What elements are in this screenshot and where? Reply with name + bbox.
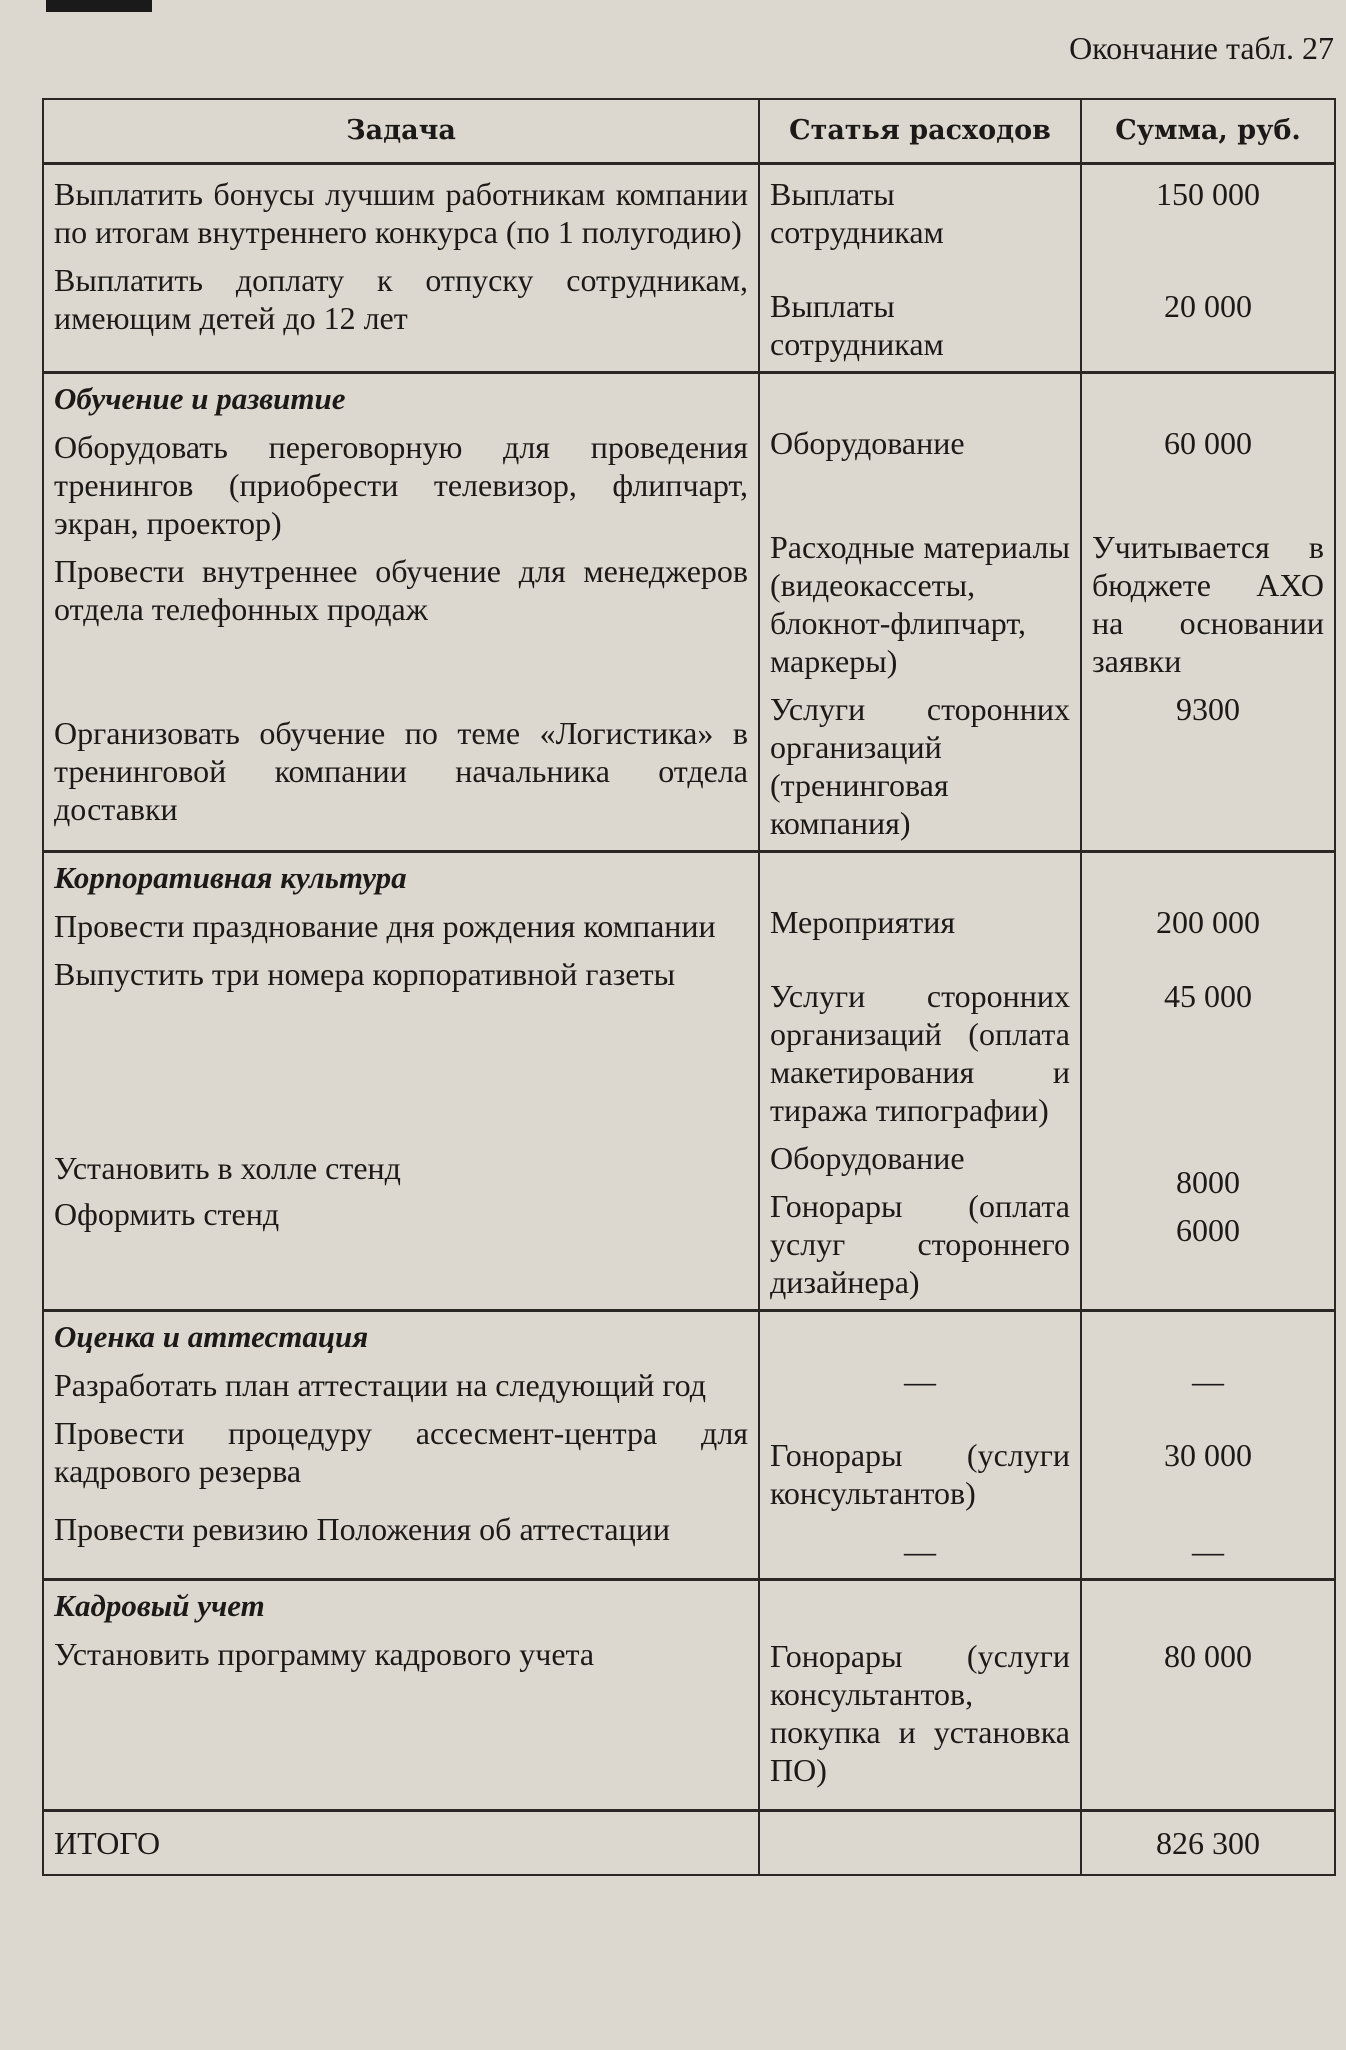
item-cell <box>759 373 1081 852</box>
amount-text: 20 000 <box>1164 288 1252 324</box>
amount-cell <box>1081 1580 1335 1811</box>
task-text: Провести процедуру ассесмент-центра для кадрового резерва <box>54 1415 748 1489</box>
item-text: Гонорары (услуги консультантов) <box>770 1437 1070 1511</box>
header-row <box>43 99 1335 164</box>
amount-note: Учитывается в бюджете АХО на основании заявки <box>1092 529 1324 679</box>
total-amount: 826 300 <box>1081 1811 1335 1876</box>
header-task: Задача <box>43 99 759 164</box>
amount-text: 8000 <box>1176 1164 1240 1200</box>
item-text: Услуги сторонних организаций (оплата макетирования и тиража типографии) <box>770 978 1070 1128</box>
item-text: Гонорары (оплата услуг стороннего дизайнера) <box>770 1188 1070 1300</box>
item-cell <box>759 1580 1081 1811</box>
section-training <box>43 373 1335 852</box>
section-top <box>43 164 1335 373</box>
task-cell <box>43 1580 759 1811</box>
header-item: Статья расходов <box>759 99 1081 164</box>
task-text: Организовать обучение по теме «Логистика» в тренинговой компании начальника отдела доставки <box>54 715 748 827</box>
task-text: Выплатить доплату к отпуску сотрудникам, имеющим детей до 12 лет <box>54 262 748 336</box>
section-culture <box>43 852 1335 1311</box>
item-cell <box>759 1311 1081 1580</box>
amount-text: 9300 <box>1176 691 1240 727</box>
item-text: Оборудование <box>770 1140 965 1176</box>
task-text: Установить в холле стенд <box>54 1150 401 1186</box>
item-text: Выплаты сотрудникам <box>770 288 944 362</box>
item-text: Расходные материалы (видеокассеты, блокнот-флипчарт, маркеры) <box>770 529 1070 679</box>
amount-text: 150 000 <box>1156 176 1260 212</box>
task-text: Провести ревизию Положения об аттестации <box>54 1511 670 1547</box>
amount-cell <box>1081 373 1335 852</box>
amount-cell <box>1081 164 1335 373</box>
task-text: Выпустить три номера корпоративной газеты <box>54 956 676 992</box>
amount-text: 60 000 <box>1164 425 1252 461</box>
task-cell <box>43 373 759 852</box>
amount-dash: — <box>1192 1533 1224 1569</box>
task-text: Оформить стенд <box>54 1196 280 1232</box>
budget-table <box>42 98 1336 1876</box>
header-amount: Сумма, руб. <box>1081 99 1335 164</box>
amount-cell <box>1081 1311 1335 1580</box>
section-assessment <box>43 1311 1335 1580</box>
table-caption: Окончание табл. 27 <box>1069 30 1334 66</box>
total-row <box>43 1811 1335 1876</box>
item-text: Гонорары (услуги консультантов, покупка и установка ПО) <box>770 1638 1070 1788</box>
total-empty <box>759 1811 1081 1876</box>
corner-mark <box>46 0 152 12</box>
item-text: Выплаты сотрудникам <box>770 176 944 250</box>
amount-text: 80 000 <box>1164 1638 1252 1674</box>
section-title: Оценка и аттестация <box>54 1319 369 1354</box>
section-title: Корпоративная культура <box>54 860 407 895</box>
task-text: Разработать план аттестации на следующий год <box>54 1367 706 1403</box>
amount-text: 45 000 <box>1164 978 1252 1014</box>
section-title: Кадровый учет <box>54 1588 265 1623</box>
task-cell <box>43 1311 759 1580</box>
task-text: Провести празднование дня рождения компании <box>54 908 716 944</box>
section-title: Обучение и развитие <box>54 381 346 416</box>
task-text: Провести внутреннее обучение для менеджеров отдела телефонных продаж <box>54 553 748 627</box>
amount-text: 200 000 <box>1156 904 1260 940</box>
item-dash: — <box>904 1533 936 1569</box>
item-text: Услуги сторонних организаций (тренинговая компания) <box>770 691 1070 841</box>
item-text: Оборудование <box>770 425 965 461</box>
item-dash: — <box>904 1363 936 1399</box>
amount-text: 30 000 <box>1164 1437 1252 1473</box>
task-cell <box>43 164 759 373</box>
task-text: Оборудовать переговорную для проведения тренингов (приобрести телевизор, флипчарт, экран, проектор) <box>54 429 748 541</box>
item-cell <box>759 852 1081 1311</box>
amount-text: 6000 <box>1176 1212 1240 1248</box>
item-cell <box>759 164 1081 373</box>
task-cell <box>43 852 759 1311</box>
task-text: Установить программу кадрового учета <box>54 1636 595 1672</box>
section-hr-records <box>43 1580 1335 1811</box>
item-text: Мероприятия <box>770 904 956 940</box>
total-label: ИТОГО <box>43 1811 759 1876</box>
amount-cell <box>1081 852 1335 1311</box>
task-text: Выплатить бонусы лучшим работникам компании по итогам внутреннего конкурса (по 1 полугодию) <box>54 176 748 250</box>
amount-dash: — <box>1192 1363 1224 1399</box>
